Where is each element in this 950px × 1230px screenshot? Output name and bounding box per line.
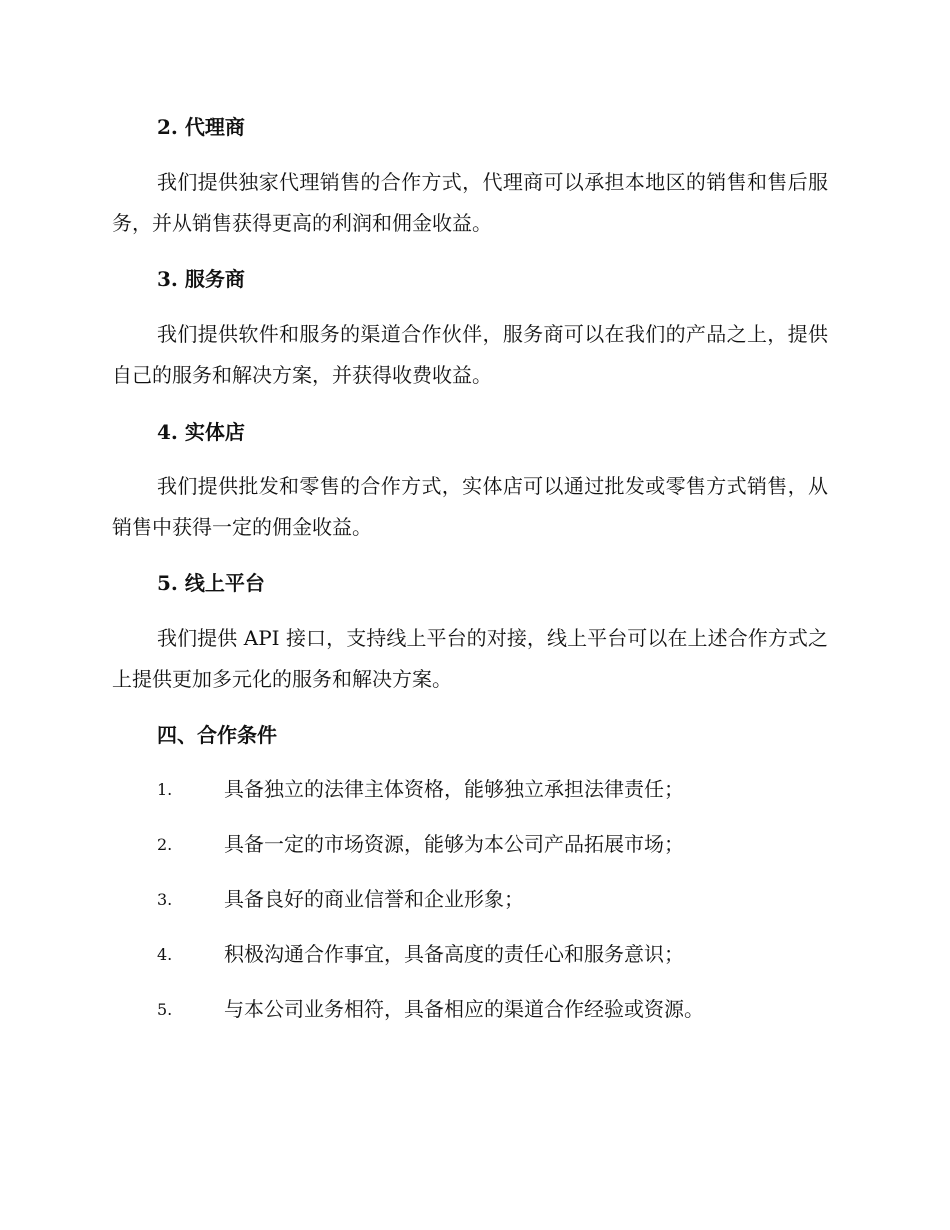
section-body-online-platform: 我们提供 API 接口，支持线上平台的对接，线上平台可以在上述合作方式之上提供更加多元化的服务和解决方案。	[112, 626, 828, 691]
condition-number: 1.	[157, 780, 173, 799]
condition-number: 4.	[157, 945, 173, 964]
section-heading-service-provider: 3. 服务商	[157, 267, 245, 291]
conditions-heading: 四、合作条件	[157, 723, 277, 747]
condition-text: 与本公司业务相符，具备相应的渠道合作经验或资源。	[224, 997, 704, 1021]
condition-text: 具备良好的商业信誉和企业形象；	[224, 887, 524, 911]
section-heading-agent: 2. 代理商	[157, 115, 245, 139]
condition-number: 2.	[157, 835, 173, 854]
condition-number: 5.	[157, 1000, 173, 1019]
section-body-agent: 我们提供独家代理销售的合作方式，代理商可以承担本地区的销售和售后服务，并从销售获得更高的利润和佣金收益。	[112, 170, 828, 235]
condition-number: 3.	[157, 890, 173, 909]
section-heading-online-platform: 5. 线上平台	[157, 571, 265, 595]
condition-text: 具备一定的市场资源，能够为本公司产品拓展市场；	[224, 832, 684, 856]
condition-text: 积极沟通合作事宜，具备高度的责任心和服务意识；	[224, 942, 684, 966]
section-body-physical-store: 我们提供批发和零售的合作方式，实体店可以通过批发或零售方式销售，从销售中获得一定的佣金收益。	[112, 474, 828, 539]
condition-text: 具备独立的法律主体资格，能够独立承担法律责任；	[224, 777, 684, 801]
section-heading-physical-store: 4. 实体店	[157, 420, 245, 444]
section-body-service-provider: 我们提供软件和服务的渠道合作伙伴，服务商可以在我们的产品之上，提供自己的服务和解决方案，并获得收费收益。	[112, 322, 828, 387]
